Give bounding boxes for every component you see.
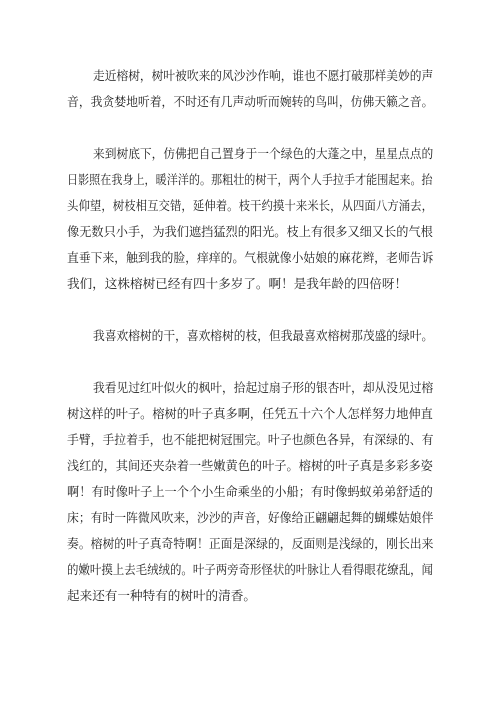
text-line: 我们，这株榕树已经有四十多岁了。啊！是我年龄的四倍呀！ [67,276,408,291]
text-line: 奏。榕树的叶子真奇特啊！正面是深绿的，反面则是浅绿的，刚长出来 [67,536,434,551]
text-line: 走近榕树，树叶被吹来的风沙沙作响，谁也不愿打破那样美妙的声 [93,68,434,83]
text-line: 浅红的，其间还夹杂着一些嫩黄色的叶子。榕树的叶子真是多彩多姿 [67,458,433,473]
text-line: 日影照在我身上，暖洋洋的。那粗壮的树干，两个人手拉手才能围起来。抬 [67,172,433,187]
text-line: 我喜欢榕树的干，喜欢榕树的枝，但我最喜欢榕树那茂盛的绿叶。 [93,328,434,343]
text-line: 直垂下来，触到我的脸，痒痒的。气根就像小姑娘的麻花辫，老师告诉 [67,250,434,265]
text-line: 啊！有时像叶子上一个个小生命乘坐的小船；有时像蚂蚁弟弟舒适的 [67,484,433,499]
text-line: 音，我贪婪地听着，不时还有几声动听而婉转的鸟叫，仿佛天籁之音。 [67,94,434,109]
text-line: 的嫩叶摸上去毛绒绒的。叶子两旁奇形怪状的叶脉让人看得眼花缭乱，闻 [67,562,434,577]
text-line: 树这样的叶子。榕树的叶子真多啊，任凭五十六个人怎样努力地伸直 [67,406,433,421]
text-line: 像无数只小手，为我们遮挡猛烈的阳光。枝上有很多又细又长的气根 [67,224,433,239]
text-line: 头仰望，树枝相互交错，延伸着。枝干约摸十来米长，从四面八方涌去， [67,198,434,213]
text-line: 来到树底下，仿佛把自己置身于一个绿色的大蓬之中，星星点点的 [93,146,434,161]
text-line: 起来还有一种特有的树叶的清香。 [67,588,256,603]
text-line: 我看见过红叶似火的枫叶，拾起过扇子形的银杏叶，却从没见过榕 [93,380,434,395]
text-line: 床；有时一阵微风吹来，沙沙的声音，好像给正翩翩起舞的蝴蝶姑娘伴 [67,510,434,525]
text-line: 手臂，手拉着手，也不能把树冠围完。叶子也颜色各异，有深绿的、有 [67,432,434,447]
